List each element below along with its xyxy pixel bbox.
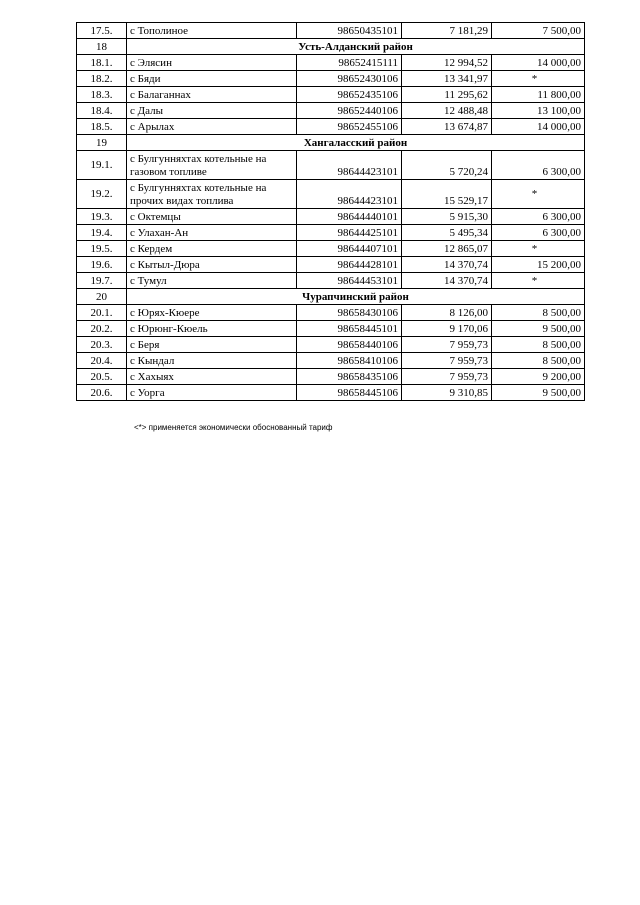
- table-row: [77, 369, 585, 385]
- row-number: 19.6.: [77, 257, 127, 273]
- tariff-table: [76, 22, 585, 401]
- oktmo-code: 98644407101: [297, 241, 402, 257]
- tariff-table-body: [77, 23, 585, 401]
- oktmo-code: 98644423101: [297, 151, 402, 180]
- oktmo-code: 98644428101: [297, 257, 402, 273]
- tariff-value-current: 7 959,73: [402, 369, 492, 385]
- table-row: [77, 55, 585, 71]
- tariff-value-new: 6 300,00: [492, 151, 585, 180]
- tariff-value-current: 15 529,17: [402, 180, 492, 209]
- oktmo-code: 98644423101: [297, 180, 402, 209]
- table-row: [77, 71, 585, 87]
- row-number: 20.6.: [77, 385, 127, 401]
- row-number: 19.3.: [77, 209, 127, 225]
- tariff-value-current: 7 959,73: [402, 353, 492, 369]
- oktmo-code: 98650435101: [297, 23, 402, 39]
- row-number: 19.1.: [77, 151, 127, 180]
- district-name: Хангаласский район: [127, 135, 585, 151]
- tariff-value-new: 14 000,00: [492, 119, 585, 135]
- tariff-value-current: 11 295,62: [402, 87, 492, 103]
- row-number: 20.3.: [77, 337, 127, 353]
- settlement-name: с Булгунняхтах котельные на прочих видах топлива: [127, 180, 297, 209]
- oktmo-code: 98644425101: [297, 225, 402, 241]
- tariff-value-current: 13 674,87: [402, 119, 492, 135]
- tariff-value-current: 12 865,07: [402, 241, 492, 257]
- tariff-value-new: 8 500,00: [492, 337, 585, 353]
- settlement-name: с Тополиное: [127, 23, 297, 39]
- oktmo-code: 98658445101: [297, 321, 402, 337]
- settlement-name: с Уорга: [127, 385, 297, 401]
- tariff-value-current: 9 310,85: [402, 385, 492, 401]
- tariff-document-page: [76, 22, 584, 433]
- oktmo-code: 98658440106: [297, 337, 402, 353]
- tariff-value-current: 5 495,34: [402, 225, 492, 241]
- settlement-name: с Улахан-Ан: [127, 225, 297, 241]
- district-number: 20: [77, 289, 127, 305]
- tariff-value-current: 13 341,97: [402, 71, 492, 87]
- settlement-name: с Кындал: [127, 353, 297, 369]
- oktmo-code: 98658435106: [297, 369, 402, 385]
- tariff-value-current: 14 370,74: [402, 273, 492, 289]
- oktmo-code: 98652415111: [297, 55, 402, 71]
- tariff-value-new: 9 500,00: [492, 321, 585, 337]
- tariff-value-current: 8 126,00: [402, 305, 492, 321]
- tariff-value-new: 9 200,00: [492, 369, 585, 385]
- settlement-name: с Тумул: [127, 273, 297, 289]
- table-row: [77, 385, 585, 401]
- tariff-value-new: 14 000,00: [492, 55, 585, 71]
- row-number: 18.1.: [77, 55, 127, 71]
- settlement-name: с Октемцы: [127, 209, 297, 225]
- oktmo-code: 98652455106: [297, 119, 402, 135]
- table-row: [77, 23, 585, 39]
- district-number: 18: [77, 39, 127, 55]
- oktmo-code: 98658445106: [297, 385, 402, 401]
- tariff-value-new: *: [492, 241, 585, 257]
- table-row: [77, 87, 585, 103]
- table-row: [77, 180, 585, 209]
- table-row: [77, 273, 585, 289]
- tariff-value-new: *: [492, 273, 585, 289]
- row-number: 20.5.: [77, 369, 127, 385]
- tariff-value-new: 8 500,00: [492, 305, 585, 321]
- table-row: [77, 151, 585, 180]
- table-row: [77, 353, 585, 369]
- oktmo-code: 98658410106: [297, 353, 402, 369]
- table-row: [77, 241, 585, 257]
- row-number: 19.2.: [77, 180, 127, 209]
- table-row: [77, 225, 585, 241]
- row-number: 20.2.: [77, 321, 127, 337]
- tariff-value-current: 7 181,29: [402, 23, 492, 39]
- table-row: [77, 305, 585, 321]
- table-row: [77, 119, 585, 135]
- district-header-row: [77, 39, 585, 55]
- table-row: [77, 209, 585, 225]
- tariff-value-new: 13 100,00: [492, 103, 585, 119]
- settlement-name: с Булгунняхтах котельные на газовом топливе: [127, 151, 297, 180]
- settlement-name: с Бяди: [127, 71, 297, 87]
- row-number: 20.1.: [77, 305, 127, 321]
- tariff-value-new: 6 300,00: [492, 209, 585, 225]
- oktmo-code: 98652440106: [297, 103, 402, 119]
- tariff-value-current: 12 488,48: [402, 103, 492, 119]
- oktmo-code: 98644453101: [297, 273, 402, 289]
- district-name: Усть-Алданский район: [127, 39, 585, 55]
- settlement-name: с Кытыл-Дюра: [127, 257, 297, 273]
- settlement-name: с Балаганнах: [127, 87, 297, 103]
- footnote: <*> применяется экономически обоснованный тариф: [134, 423, 333, 432]
- table-row: [77, 103, 585, 119]
- settlement-name: с Юрюнг-Кюель: [127, 321, 297, 337]
- settlement-name: с Хахыях: [127, 369, 297, 385]
- district-header-row: [77, 135, 585, 151]
- row-number: 19.7.: [77, 273, 127, 289]
- settlement-name: с Кердем: [127, 241, 297, 257]
- row-number: 18.5.: [77, 119, 127, 135]
- row-number: 18.2.: [77, 71, 127, 87]
- tariff-value-new: 15 200,00: [492, 257, 585, 273]
- tariff-value-current: 7 959,73: [402, 337, 492, 353]
- tariff-value-current: 14 370,74: [402, 257, 492, 273]
- row-number: 18.4.: [77, 103, 127, 119]
- row-number: 19.4.: [77, 225, 127, 241]
- settlement-name: с Элясин: [127, 55, 297, 71]
- oktmo-code: 98644440101: [297, 209, 402, 225]
- district-number: 19: [77, 135, 127, 151]
- oktmo-code: 98652430106: [297, 71, 402, 87]
- tariff-value-current: 5 915,30: [402, 209, 492, 225]
- tariff-value-current: 9 170,06: [402, 321, 492, 337]
- row-number: 18.3.: [77, 87, 127, 103]
- row-number: 17.5.: [77, 23, 127, 39]
- district-name: Чурапчинский район: [127, 289, 585, 305]
- settlement-name: с Арылах: [127, 119, 297, 135]
- tariff-value-new: 9 500,00: [492, 385, 585, 401]
- tariff-value-new: 6 300,00: [492, 225, 585, 241]
- settlement-name: с Беря: [127, 337, 297, 353]
- table-row: [77, 257, 585, 273]
- oktmo-code: 98652435106: [297, 87, 402, 103]
- tariff-value-new: *: [492, 71, 585, 87]
- tariff-value-current: 12 994,52: [402, 55, 492, 71]
- tariff-value-new: 11 800,00: [492, 87, 585, 103]
- tariff-value-new: 7 500,00: [492, 23, 585, 39]
- oktmo-code: 98658430106: [297, 305, 402, 321]
- settlement-name: с Юрях-Кюере: [127, 305, 297, 321]
- tariff-value-new: 8 500,00: [492, 353, 585, 369]
- tariff-value-current: 5 720,24: [402, 151, 492, 180]
- table-row: [77, 337, 585, 353]
- table-row: [77, 321, 585, 337]
- row-number: 20.4.: [77, 353, 127, 369]
- tariff-value-new: *: [492, 180, 585, 209]
- settlement-name: с Далы: [127, 103, 297, 119]
- row-number: 19.5.: [77, 241, 127, 257]
- district-header-row: [77, 289, 585, 305]
